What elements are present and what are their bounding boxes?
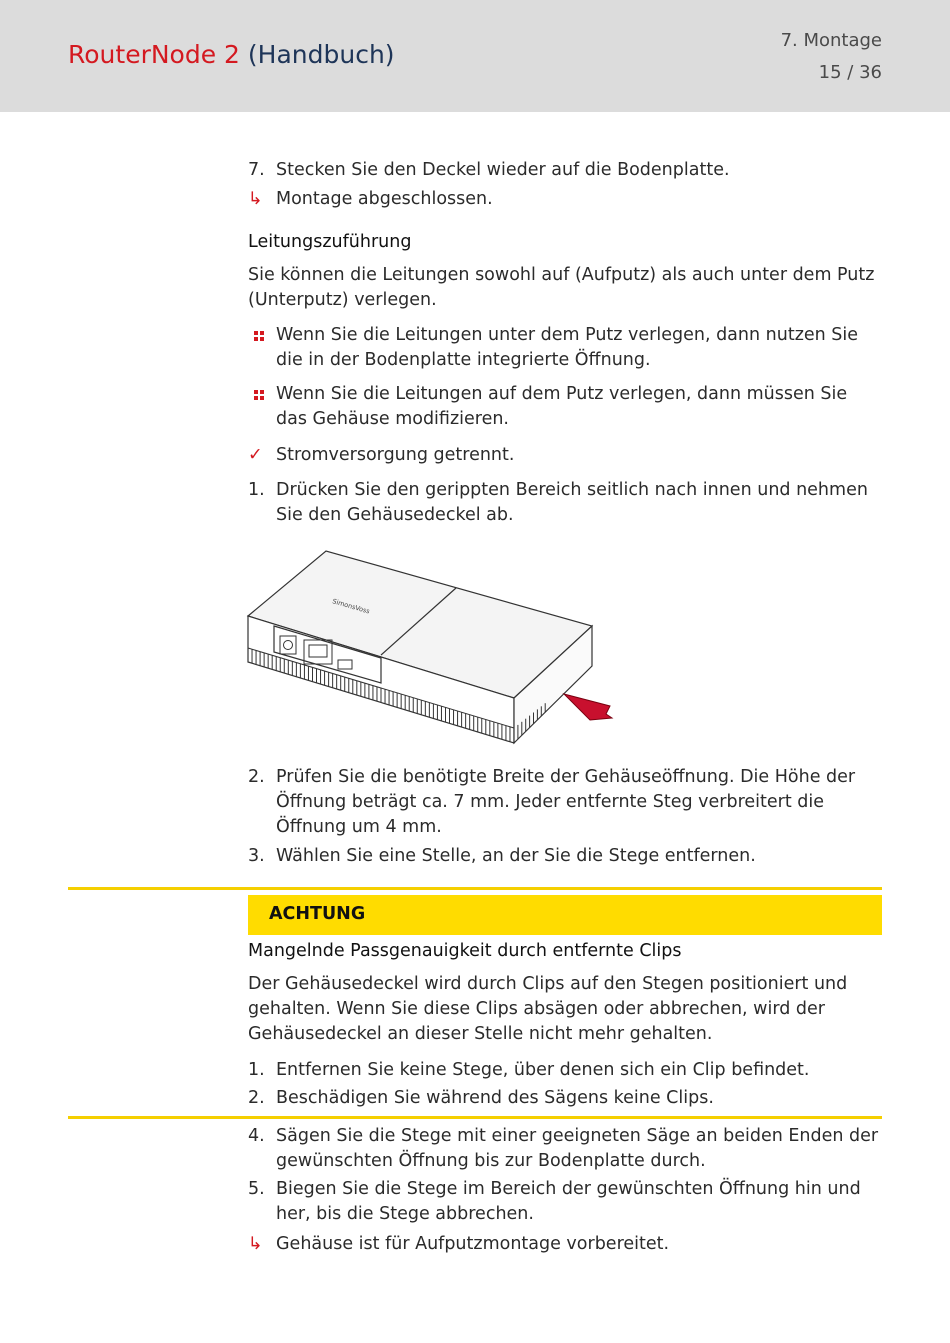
step-number: 2. <box>248 767 265 787</box>
result-text: Gehäuse ist für Aufputzmontage vorbereitet. <box>276 1234 670 1254</box>
precondition-text: Stromversorgung getrennt. <box>276 445 515 465</box>
page-header <box>0 0 950 112</box>
product-name: RouterNode 2 <box>68 40 240 69</box>
step-text: Prüfen Sie die benötigte Breite der Gehäuseöffnung. Die Höhe der Öffnung beträgt ca. 7 mm. Jeder entfernte Steg verbreitert die Öffnung um 4 mm. <box>276 767 856 837</box>
step-number: 2. <box>248 1088 265 1108</box>
step-number: 1. <box>248 480 265 500</box>
bullet-icon <box>254 390 264 400</box>
step-number: 4. <box>248 1126 265 1146</box>
warning-top-rule <box>68 887 882 890</box>
page-number: 15 / 36 <box>818 62 882 83</box>
bullet-text: Wenn Sie die Leitungen auf dem Putz verlegen, dann müssen Sie das Gehäuse modifizieren. <box>276 384 848 429</box>
step-text: Biegen Sie die Stege im Bereich der gewünschten Öffnung hin und her, bis die Stege abbrechen. <box>276 1179 861 1224</box>
result-text: Montage abgeschlossen. <box>276 189 493 209</box>
warning-label: ACHTUNG <box>269 904 366 924</box>
document-title <box>68 40 395 69</box>
step-text: Sägen Sie die Stege mit einer geeigneten Säge an beiden Enden der gewünschten Öffnung bis zur Bodenplatte durch. <box>276 1126 879 1171</box>
step-number: 3. <box>248 846 265 866</box>
section-intro: Sie können die Leitungen sowohl auf (Aufputz) als auch unter dem Putz (Unterputz) verlegen. <box>248 265 875 310</box>
bullet-icon <box>254 331 264 341</box>
housing-illustration <box>246 548 616 748</box>
step-text: Beschädigen Sie während des Sägens keine Clips. <box>276 1088 714 1108</box>
document-type: (Handbuch) <box>239 40 395 69</box>
result-arrow-icon: ↳ <box>248 1234 263 1254</box>
warning-body: Der Gehäusedeckel wird durch Clips auf den Stegen positioniert und gehalten. Wenn Sie diese Clips absägen oder abbrechen, wird der Gehäusedeckel an dieser Stelle nicht mehr gehalten. <box>248 974 848 1044</box>
chapter-title: 7. Montage <box>780 30 882 51</box>
step-number: 5. <box>248 1179 265 1199</box>
warning-title: Mangelnde Passgenauigkeit durch entfernte Clips <box>248 941 682 961</box>
step-text: Stecken Sie den Deckel wieder auf die Bodenplatte. <box>276 160 730 180</box>
checkmark-icon: ✓ <box>248 445 263 465</box>
push-arrow-icon <box>564 694 612 720</box>
step-text: Wählen Sie eine Stelle, an der Sie die Stege entfernen. <box>276 846 756 866</box>
warning-banner <box>248 895 882 935</box>
warning-bottom-rule <box>68 1116 882 1119</box>
step-number: 1. <box>248 1060 265 1080</box>
step-text: Entfernen Sie keine Stege, über denen sich ein Clip befindet. <box>276 1060 810 1080</box>
section-heading: Leitungszuführung <box>248 232 412 252</box>
result-arrow-icon: ↳ <box>248 189 263 209</box>
bullet-text: Wenn Sie die Leitungen unter dem Putz verlegen, dann nutzen Sie die in der Bodenplatte integrierte Öffnung. <box>276 325 859 370</box>
step-number: 7. <box>248 160 265 180</box>
step-text: Drücken Sie den gerippten Bereich seitlich nach innen und nehmen Sie den Gehäusedeckel ab. <box>276 480 868 525</box>
figure-brand-text: SimonsVoss <box>331 597 371 616</box>
